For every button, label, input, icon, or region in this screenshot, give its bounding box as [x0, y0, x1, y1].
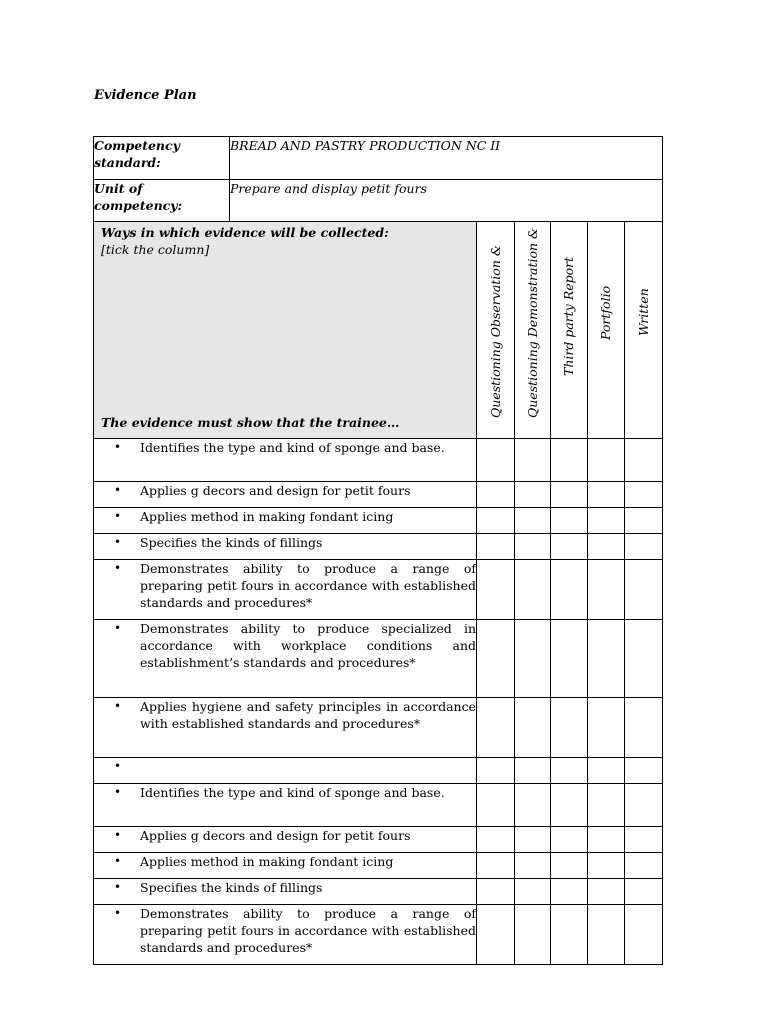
- evidence-item-row: [94, 827, 663, 853]
- page-title: Evidence Plan: [94, 88, 197, 103]
- tick-box[interactable]: [515, 534, 551, 560]
- tick-box[interactable]: [625, 508, 663, 534]
- evidence-item-row: [94, 853, 663, 879]
- tick-box[interactable]: [588, 758, 625, 784]
- unit-of-competency-row: [94, 180, 663, 222]
- tick-box[interactable]: [625, 439, 663, 482]
- ways-header-row: [94, 222, 663, 439]
- tick-box[interactable]: [625, 698, 663, 758]
- method-column-label: Portfolio: [598, 285, 613, 340]
- evidence-item-row: [94, 698, 663, 758]
- evidence-item-text: Demonstrates ability to produce specialized in accordance with workplace conditions and establishment’s standards and procedures*: [140, 621, 476, 670]
- tick-box[interactable]: [551, 698, 588, 758]
- method-column-label: Written: [635, 288, 651, 336]
- evidence-item-text: Identifies the type and kind of sponge and base.: [140, 785, 445, 800]
- tick-box[interactable]: [588, 439, 625, 482]
- tick-box[interactable]: [551, 508, 588, 534]
- tick-box[interactable]: [477, 698, 515, 758]
- tick-box[interactable]: [551, 758, 588, 784]
- bullet-glyph: •: [114, 621, 122, 635]
- bullet-glyph: •: [114, 440, 122, 454]
- tick-box[interactable]: [551, 905, 588, 965]
- tick-box[interactable]: [588, 698, 625, 758]
- tick-box[interactable]: [477, 560, 515, 620]
- evidence-item-row: [94, 439, 663, 482]
- tick-box[interactable]: [551, 439, 588, 482]
- competency-standard-value: BREAD AND PASTRY PRODUCTION NC II: [230, 137, 663, 180]
- tick-box[interactable]: [477, 853, 515, 879]
- tick-box[interactable]: [551, 620, 588, 698]
- evidence-item-text: Applies method in making fondant icing: [140, 854, 394, 869]
- tick-box[interactable]: [515, 560, 551, 620]
- ways-of-collection-cell: [94, 222, 477, 439]
- tick-box[interactable]: [515, 853, 551, 879]
- tick-box[interactable]: [551, 853, 588, 879]
- tick-box[interactable]: [515, 698, 551, 758]
- evidence-item-row: [94, 534, 663, 560]
- tick-box[interactable]: [515, 827, 551, 853]
- bullet-glyph: •: [114, 906, 122, 920]
- bullet-glyph: •: [114, 483, 122, 497]
- bullet-glyph: •: [114, 509, 122, 523]
- bullet-glyph: •: [114, 535, 122, 549]
- unit-of-competency-label: Unit of competency:: [94, 180, 230, 222]
- ways-footer: The evidence must show that the trainee…: [101, 415, 400, 430]
- tick-box[interactable]: [551, 827, 588, 853]
- evidence-item-text: Demonstrates ability to produce a range of preparing petit fours in accordance with established standards and procedures*: [140, 906, 476, 955]
- evidence-item-row: [94, 905, 663, 965]
- tick-box[interactable]: [625, 905, 663, 965]
- tick-box[interactable]: [515, 439, 551, 482]
- evidence-item-text: Applies g decors and design for petit fours: [140, 483, 411, 498]
- tick-box[interactable]: [588, 905, 625, 965]
- tick-box[interactable]: [625, 534, 663, 560]
- evidence-item-text: Demonstrates ability to produce a range of preparing petit fours in accordance with established standards and procedures*: [140, 561, 476, 610]
- method-column-label: Questioning Demonstration &: [524, 227, 540, 418]
- evidence-item-row: [94, 508, 663, 534]
- tick-box[interactable]: [515, 905, 551, 965]
- bullet-glyph: •: [114, 699, 122, 713]
- method-column-header: [477, 222, 515, 439]
- tick-box[interactable]: [515, 758, 551, 784]
- tick-box[interactable]: [477, 784, 515, 827]
- tick-box[interactable]: [625, 758, 663, 784]
- bullet-glyph: •: [114, 828, 122, 842]
- tick-box[interactable]: [477, 508, 515, 534]
- method-column-header: [588, 222, 625, 439]
- ways-tick-instruction: [tick the column]: [101, 242, 210, 257]
- evidence-plan-table: [93, 136, 663, 965]
- bullet-glyph: •: [114, 759, 122, 773]
- tick-box[interactable]: [515, 508, 551, 534]
- bullet-glyph: •: [114, 854, 122, 868]
- tick-box[interactable]: [588, 827, 625, 853]
- evidence-item-row: [94, 784, 663, 827]
- tick-box[interactable]: [477, 439, 515, 482]
- tick-box[interactable]: [625, 620, 663, 698]
- tick-box[interactable]: [625, 853, 663, 879]
- tick-box[interactable]: [477, 620, 515, 698]
- tick-box[interactable]: [551, 879, 588, 905]
- method-column-label: Third party Report: [561, 256, 576, 376]
- tick-box[interactable]: [551, 784, 588, 827]
- tick-box[interactable]: [588, 560, 625, 620]
- evidence-item-row: [94, 879, 663, 905]
- method-column-header: [551, 222, 588, 439]
- tick-box[interactable]: [477, 905, 515, 965]
- evidence-item-text: Applies g decors and design for petit fours: [140, 828, 411, 843]
- tick-box[interactable]: [625, 482, 663, 508]
- tick-box[interactable]: [515, 620, 551, 698]
- tick-box[interactable]: [477, 758, 515, 784]
- bullet-glyph: •: [114, 561, 122, 575]
- tick-box[interactable]: [588, 853, 625, 879]
- tick-box[interactable]: [551, 560, 588, 620]
- tick-box[interactable]: [477, 482, 515, 508]
- tick-box[interactable]: [477, 827, 515, 853]
- tick-box[interactable]: [477, 879, 515, 905]
- tick-box[interactable]: [551, 534, 588, 560]
- tick-box[interactable]: [625, 879, 663, 905]
- bullet-glyph: •: [114, 880, 122, 894]
- tick-box[interactable]: [588, 620, 625, 698]
- tick-box[interactable]: [625, 784, 663, 827]
- tick-box[interactable]: [477, 534, 515, 560]
- competency-standard-label: Competency standard:: [94, 137, 230, 180]
- tick-box[interactable]: [588, 534, 625, 560]
- evidence-item-row: [94, 482, 663, 508]
- evidence-item-text: Specifies the kinds of fillings: [140, 535, 323, 550]
- tick-box[interactable]: [625, 827, 663, 853]
- tick-box[interactable]: [588, 879, 625, 905]
- evidence-item-text: Applies method in making fondant icing: [140, 509, 394, 524]
- method-column-header: [515, 222, 551, 439]
- evidence-item-text: Applies hygiene and safety principles in accordance with established standards and procedures*: [140, 699, 476, 731]
- method-column-label: Questioning Observation &: [487, 245, 503, 418]
- evidence-item-row: [94, 620, 663, 698]
- evidence-item-row: [94, 758, 663, 784]
- tick-box[interactable]: [588, 482, 625, 508]
- evidence-item-text: Specifies the kinds of fillings: [140, 880, 323, 895]
- evidence-item-row: [94, 560, 663, 620]
- tick-box[interactable]: [588, 508, 625, 534]
- tick-box[interactable]: [588, 784, 625, 827]
- competency-standard-row: [94, 137, 663, 180]
- evidence-item-text: Identifies the type and kind of sponge and base.: [140, 440, 445, 455]
- ways-title: Ways in which evidence will be collected:: [101, 225, 389, 240]
- tick-box[interactable]: [515, 879, 551, 905]
- tick-box[interactable]: [515, 784, 551, 827]
- unit-of-competency-value: Prepare and display petit fours: [230, 180, 663, 222]
- tick-box[interactable]: [551, 482, 588, 508]
- tick-box[interactable]: [515, 482, 551, 508]
- bullet-glyph: •: [114, 785, 122, 799]
- tick-box[interactable]: [625, 560, 663, 620]
- method-column-header: [625, 222, 663, 439]
